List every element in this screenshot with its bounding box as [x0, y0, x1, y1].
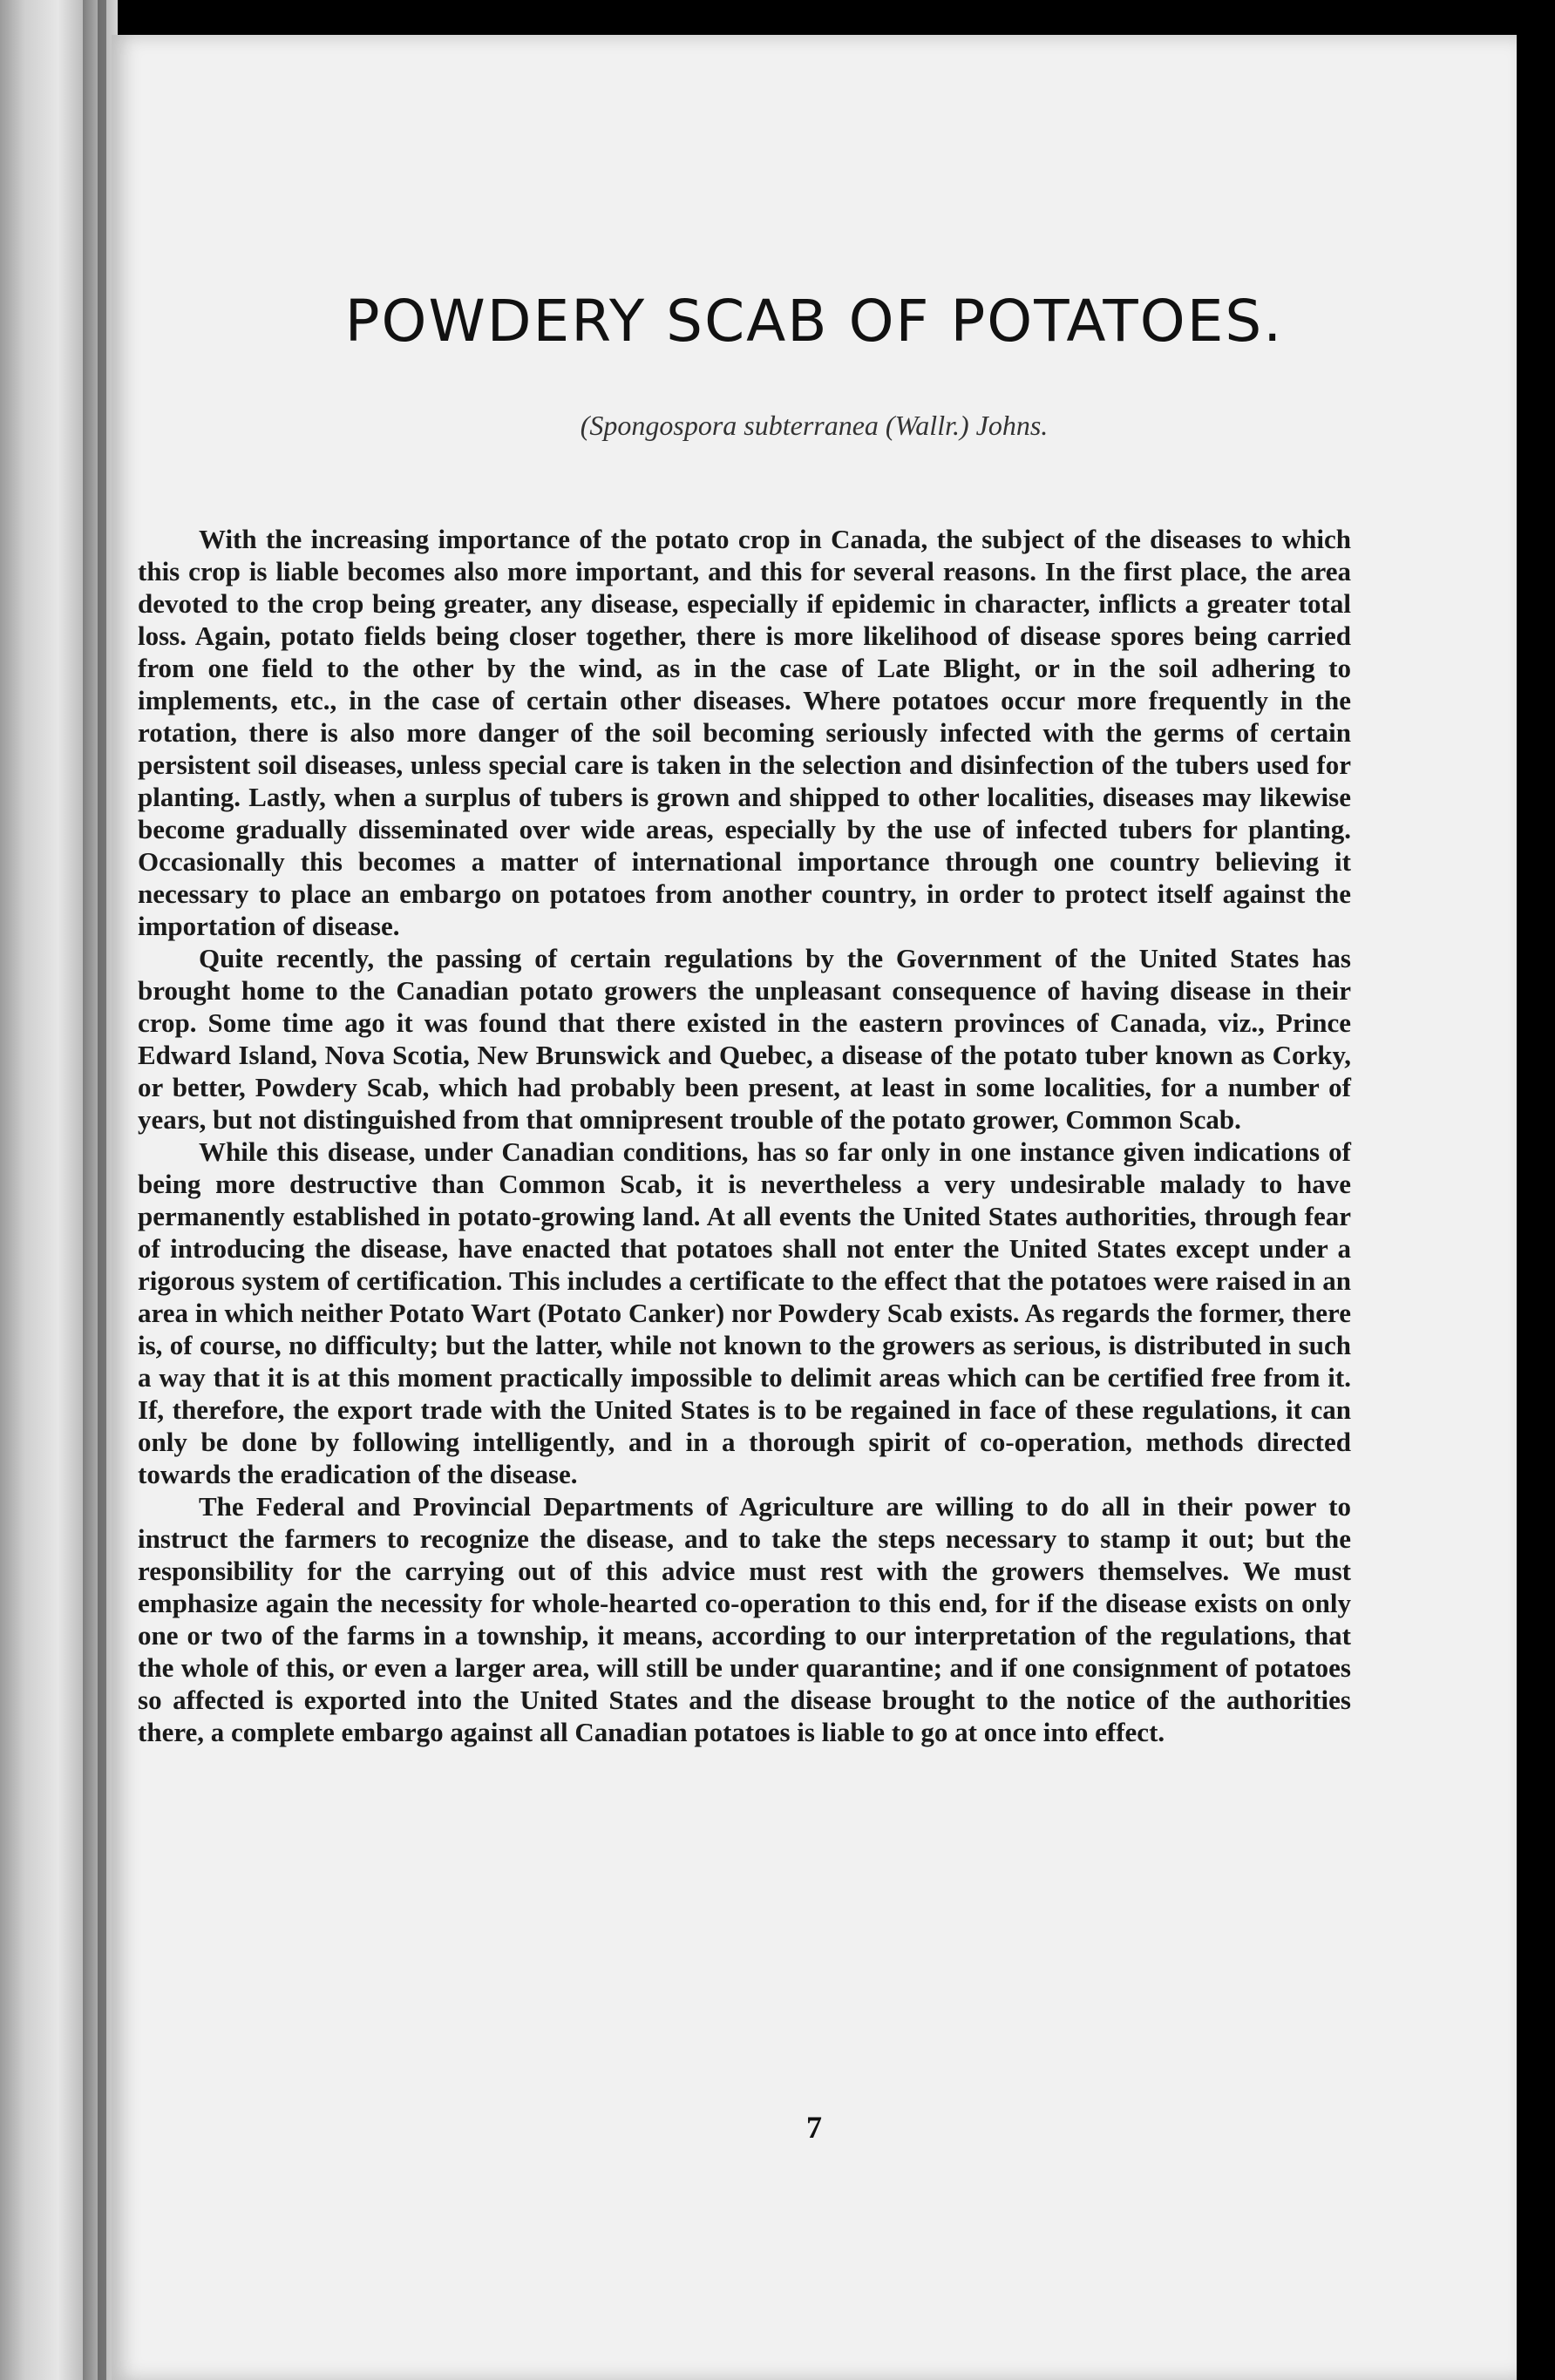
paragraph-3: While this disease, under Canadian conditions, has so far only in one instance given indications of being more destructive than Common Scab, it is nevertheless a very undesirable malady to have permanently established in potato-growing land. At all events the United States authorities, through fear of introducing the disease, have enacted that potatoes shall not enter the United States except under a rigorous system of certification. This includes a certificate to the effect that the potatoes were raised in an area in which neither Potato Wart (Potato Canker) nor Powdery Scab exists. As regards the former, there is, of course, no difficulty; but the latter, while not known to the growers as serious, is distributed in such a way that it is at this moment practically impossible to delimit areas which can be certified free from it. If, therefore, the export trade with the United States is to be regained in face of these regulations, it can only be done by following intelligently, and in a thorough spirit of co-operation, methods directed towards the eradication of the disease.: [138, 1136, 1351, 1489]
scientific-name-subtitle: (Spongospora subterranea (Wallr.) Johns.: [580, 410, 1049, 441]
paragraph-4: The Federal and Provincial Departments of Agriculture are willing to do all in their power to instruct the farmers to recognize the disease, and to take the steps necessary to stamp it out; but the responsibility for the carrying out of this advice must rest with the growers themselves. We must emphasize again the necessity for whole-hearted co-operation to this end, for if the disease exists on only one or two of the farms in a township, it means, according to our interpretation of the regulations, that the whole of this, or even a larger area, will still be under quarantine; and if one consignment of potatoes so affected is exported into the United States and the disease brought to the notice of the authorities there, a complete embargo against all Canadian potatoes is liable to go at once into effect.: [138, 1491, 1351, 1747]
page-number: 7: [806, 2110, 822, 2145]
body-text: [138, 523, 1351, 1748]
paragraph-1: With the increasing importance of the potato crop in Canada, the subject of the diseases to which this crop is liable becomes also more important, and this for several reasons. In the first place, the area devoted to the crop being greater, any disease, especially if epidemic in character, inflicts a greater total loss. Again, potato fields being closer together, there is more likelihood of disease spores being carried from one field to the other by the wind, as in the case of Late Blight, or in the soil adhering to implements, etc., in the case of certain other diseases. Where potatoes occur more frequently in the rotation, there is also more danger of the soil becoming seriously infected with the germs of certain persistent soil diseases, unless special care is taken in the selection and disinfection of the tubers used for planting. Lastly, when a surplus of tubers is grown and shipped to other localities, diseases may likewise become gradually disseminated over wide areas, especially by the use of infected tubers for planting. Occasionally this becomes a matter of international importance through one country believing it necessary to place an embargo on potatoes from another country, in order to protect itself against the importation of disease.: [138, 524, 1351, 941]
gutter-shadow: [98, 0, 106, 2380]
paragraph-2: Quite recently, the passing of certain regulations by the Government of the United States has brought home to the Canadian potato growers the unpleasant consequence of having disease in their crop. Some time ago it was found that there existed in the eastern provinces of Canada, viz., Prince Edward Island, Nova Scotia, New Brunswick and Quebec, a disease of the potato tuber known as Corky, or better, Powdery Scab, which had probably been present, at least in some localities, for a number of years, but not distinguished from that omnipresent trouble of the potato grower, Common Scab.: [138, 943, 1351, 1135]
document-page: [112, 35, 1517, 2380]
page-title: POWDERY SCAB OF POTATOES.: [344, 288, 1284, 355]
previous-page-edge: [0, 0, 83, 2380]
